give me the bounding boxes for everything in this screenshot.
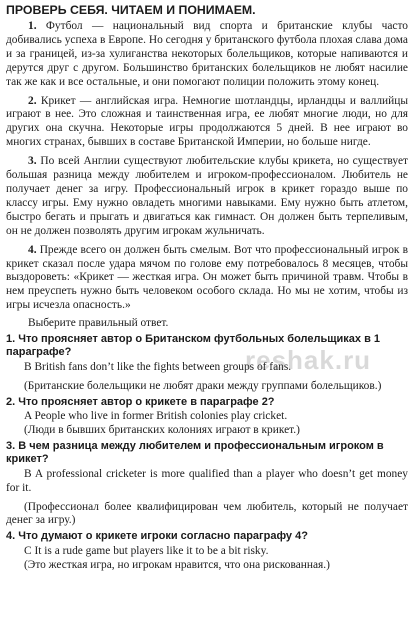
question-text: 4. Что думают о крикете игроки согласно параграфу 4? [6, 530, 308, 543]
question-item [6, 530, 408, 572]
question-text: 3. В чем разница между любителем и профессиональным игроком в крикет? [6, 439, 384, 466]
answer-translation: (Британские болельщики не любят драки между группами болельщиков.) [24, 379, 382, 392]
paragraph-number: 4. [28, 243, 37, 256]
task-instruction: Выберите правильный ответ. [28, 317, 169, 330]
paragraph-text: Прежде всего он должен быть смелым. Вот что профессиональный игрок в крикет сказал после удара мячом по голове ему потребовалось 8 месяцев, чтобы выздороветь: «Крикет — жесткая игра. Он может быть причиной травм. Чтобы в нем преуспеть нужно быть человеком особого склада. Но мы не хотим, чтобы из игры исчезла опасность.» [6, 243, 408, 312]
answer-text: C It is a rude game but players like it to be a bit risky. [24, 544, 269, 557]
reading-text [6, 20, 408, 313]
paragraph-3 [6, 155, 408, 238]
paragraph-text: Футбол — национальный вид спорта и британские клубы часто добивались успеха в Европе. Но сегодня у британского футбола плохая слава дома и за границей, из-за хулиганства некоторых болельщиков, которые напиваются и дерутся друг с другом. Большинство британских болельщиков не любят насилие так же как и все остальные, и они помогают полиции положить этому конец. [6, 20, 408, 88]
question-item [6, 396, 408, 438]
paragraph-number: 1. [28, 20, 37, 32]
paragraph-number: 3. [28, 155, 37, 168]
section-heading: ПРОВЕРЬ СЕБЯ. ЧИТАЕМ И ПОНИМАЕМ. [6, 3, 256, 17]
answer-translation: (Профессионал более квалифицирован чем любитель, который не получает денег за игру.) [6, 500, 408, 527]
answer-text: B A professional cricketer is more qualified than a player who doesn’t get money for it. [6, 467, 408, 494]
answer-text: A People who live in former British colonies play cricket. [24, 410, 288, 423]
question-list [6, 333, 408, 573]
question-item [6, 440, 408, 528]
question-text: 1. Что проясняет автор о Британском футбольных болельщиках в 1 параграфе? [6, 333, 381, 359]
answer-text: B British fans don’t like the fights between groups of fans. [24, 360, 292, 373]
answer-translation: (Люди в бывших британских колониях играют в крикет.) [24, 423, 300, 436]
site-watermark: reshak.ru [245, 345, 372, 375]
question-item [6, 333, 408, 394]
question-text: 2. Что проясняет автор о крикете в параграфе 2? [6, 395, 275, 408]
paragraph-text: По всей Англии существуют любительские клубы крикета, но существует большая разница между любителем и игроком-профессионалом. Любитель не получает денег за игру. Профессиональный игрок в крикет гораздо выше по классу игры. Ему нужно овладеть многими навыками. Ему нужно быть атлетом, быстро бегать и прыгать и двигаться как гимнаст. Он должен быть терпеливым, он не должен позволять другим игрокам жульничать. [6, 155, 408, 237]
paragraph-number: 2. [28, 94, 37, 107]
textbook-page [6, 3, 408, 641]
paragraph-1 [6, 20, 408, 90]
paragraph-text: Крикет — английская игра. Немногие шотландцы, ирландцы и валлийцы играют в нее. Это сложная и таинственная игра, ее любят многие люди, но для других она скучна. Некоторые игры продолжаются 5 дней. В нее играют во многих странах, бывших в составе Британской Империи, но больше нигде. [6, 94, 408, 149]
answer-translation: (Это жесткая игра, но игрокам нравится, что она рискованная.) [24, 558, 330, 571]
paragraph-2 [6, 95, 408, 151]
paragraph-4 [6, 244, 408, 314]
